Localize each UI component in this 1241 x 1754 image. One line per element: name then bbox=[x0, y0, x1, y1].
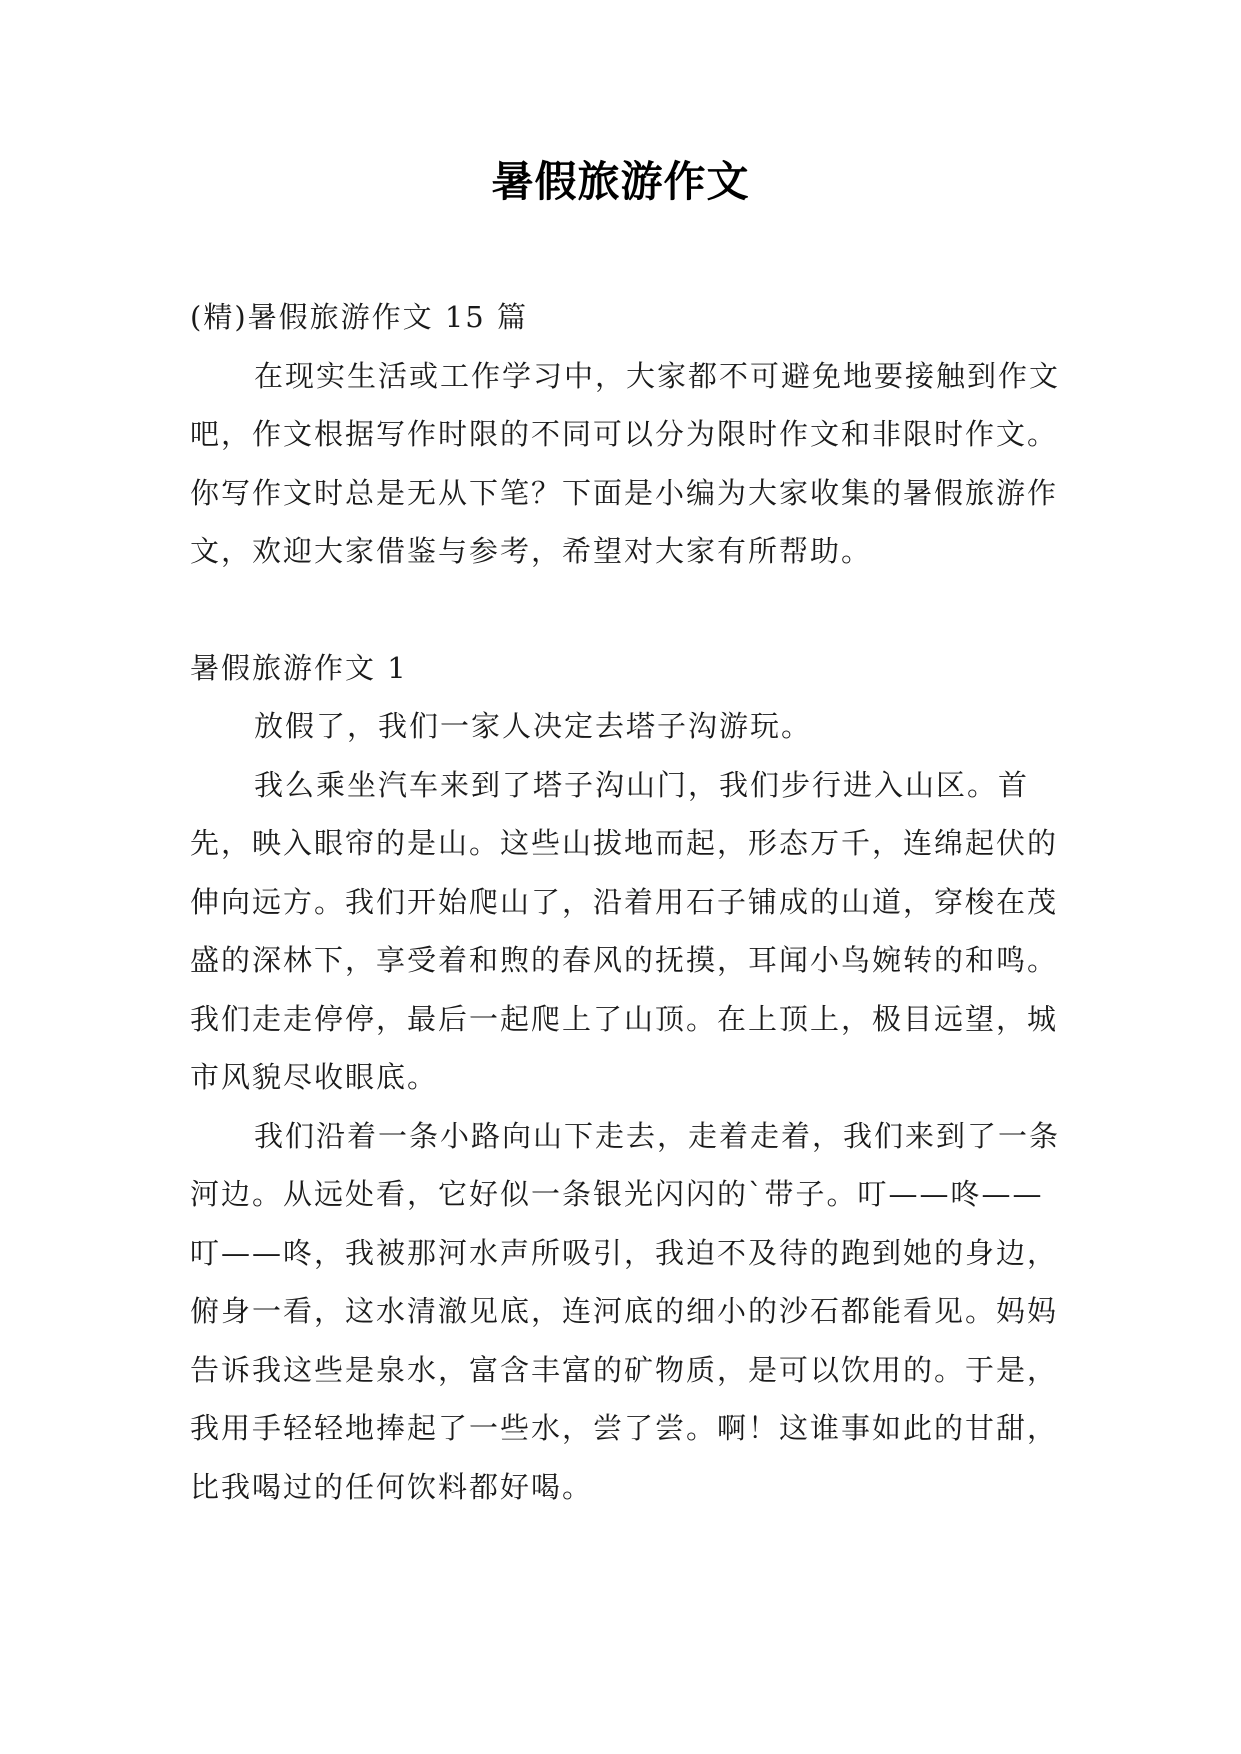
section-gap bbox=[190, 581, 1070, 639]
document-title: 暑假旅游作文 bbox=[491, 157, 750, 206]
body-paragraph: 我们沿着一条小路向山下走去，走着走着，我们来到了一条河边。从远处看，它好似一条银光闪闪的`带子。叮——咚——叮——咚，我被那河水声所吸引，我迫不及待的跑到她的身边，俯身一看，这水清澈见底，连河底的细小的沙石都能看见。妈妈告诉我这些是泉水，富含丰富的矿物质，是可以饮用的。于是，我用手轻轻地捧起了一些水，尝了尝。啊！这谁事如此的甘甜，比我喝过的任何饮料都好喝。 bbox=[190, 1118, 1061, 1504]
intro-paragraph: 在现实生活或工作学习中，大家都不可避免地要接触到作文吧，作文根据写作时限的不同可以分为限时作文和非限时作文。你写作文时总是无从下笔？下面是小编为大家收集的暑假旅游作文，欢迎大家借鉴与参考，希望对大家有所帮助。 bbox=[190, 358, 1061, 568]
body-paragraph: 放假了，我们一家人决定去塔子沟游玩。 bbox=[254, 709, 813, 743]
document-body bbox=[190, 288, 1070, 1516]
document-subtitle: (精)暑假旅游作文 15 篇 bbox=[190, 300, 528, 334]
section-heading: 暑假旅游作文 1 bbox=[190, 650, 408, 685]
body-paragraph: 我么乘坐汽车来到了塔子沟山门，我们步行进入山区。首先，映入眼帘的是山。这些山拔地而起，形态万千，连绵起伏的伸向远方。我们开始爬山了，沿着用石子铺成的山道，穿梭在茂盛的深林下，享受着和煦的春风的抚摸，耳闻小鸟婉转的和鸣。我们走走停停，最后一起爬上了山顶。在上顶上，极目远望，城市风貌尽收眼底。 bbox=[190, 767, 1059, 1094]
